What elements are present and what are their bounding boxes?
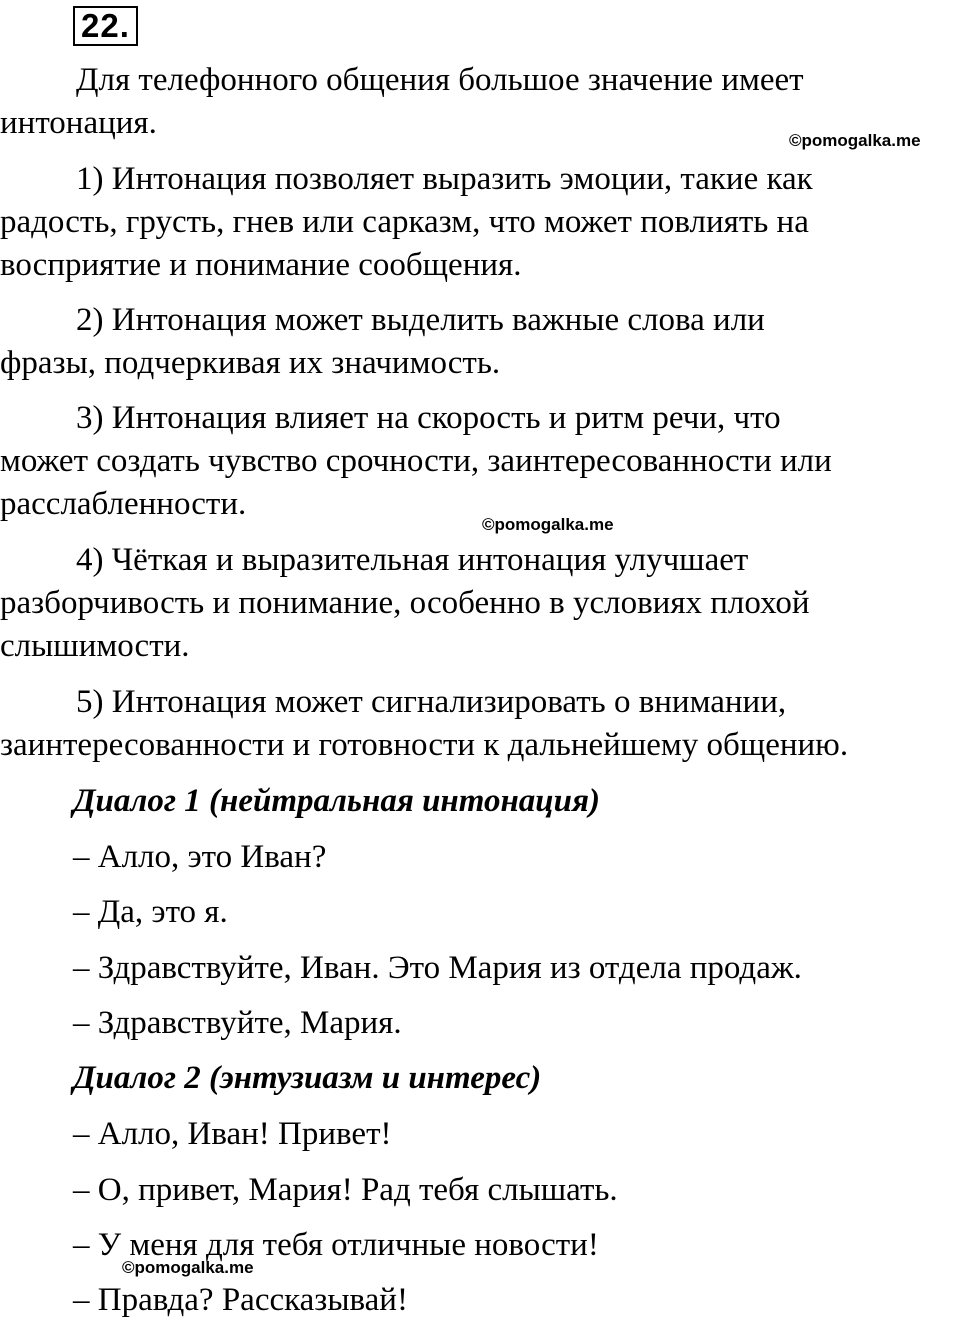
dialog-line: – Здравствуйте, Иван. Это Мария из отдела продаж. bbox=[73, 950, 802, 986]
watermark-text: ©pomogalka.me bbox=[482, 515, 614, 534]
dialog-line: – Алло, это Иван? bbox=[73, 839, 327, 875]
text-line: может создать чувство срочности, заинтересованности или bbox=[0, 443, 832, 479]
dialog-line: – Правда? Рассказывай! bbox=[73, 1282, 408, 1318]
text-line: радость, грусть, гнев или сарказм, что может повлиять на bbox=[0, 204, 809, 240]
watermark-text: ©pomogalka.me bbox=[122, 1258, 254, 1277]
text-line: слышимости. bbox=[0, 628, 190, 664]
dialog-1-title: Диалог 1 (нейтральная интонация) bbox=[73, 783, 601, 819]
dialog-line: – О, привет, Мария! Рад тебя слышать. bbox=[73, 1172, 618, 1208]
paragraph-point-1 bbox=[0, 158, 960, 287]
dialog-2-title: Диалог 2 (энтузиазм и интерес) bbox=[73, 1060, 542, 1096]
paragraph-point-2 bbox=[0, 299, 960, 385]
text-line: Для телефонного общения большое значение имеет bbox=[76, 62, 804, 98]
text-line: 5) Интонация может сигнализировать о внимании, bbox=[76, 684, 787, 720]
text-line: расслабленности. bbox=[0, 486, 247, 522]
text-line: интонация. bbox=[0, 105, 157, 141]
paragraph-point-3 bbox=[0, 397, 960, 526]
task-number-box: 22. bbox=[73, 6, 138, 46]
paragraph-point-4 bbox=[0, 539, 960, 668]
text-line: восприятие и понимание сообщения. bbox=[0, 247, 522, 283]
dialog-line: – Алло, Иван! Привет! bbox=[73, 1116, 392, 1152]
text-line: 2) Интонация может выделить важные слова или bbox=[76, 302, 765, 338]
text-line: 4) Чёткая и выразительная интонация улучшает bbox=[76, 542, 749, 578]
text-line: 3) Интонация влияет на скорость и ритм речи, что bbox=[76, 400, 781, 436]
watermark-text: ©pomogalka.me bbox=[789, 131, 921, 150]
text-line: разборчивость и понимание, особенно в условиях плохой bbox=[0, 585, 810, 621]
text-line: заинтересованности и готовности к дальнейшему общению. bbox=[0, 727, 849, 763]
paragraph-point-5 bbox=[0, 681, 960, 767]
dialog-line: – Здравствуйте, Мария. bbox=[73, 1005, 402, 1041]
dialog-line: – У меня для тебя отличные новости! bbox=[73, 1227, 599, 1263]
text-line: 1) Интонация позволяет выразить эмоции, такие как bbox=[76, 161, 813, 197]
dialog-line: – Да, это я. bbox=[73, 894, 228, 930]
text-line: фразы, подчеркивая их значимость. bbox=[0, 345, 501, 381]
